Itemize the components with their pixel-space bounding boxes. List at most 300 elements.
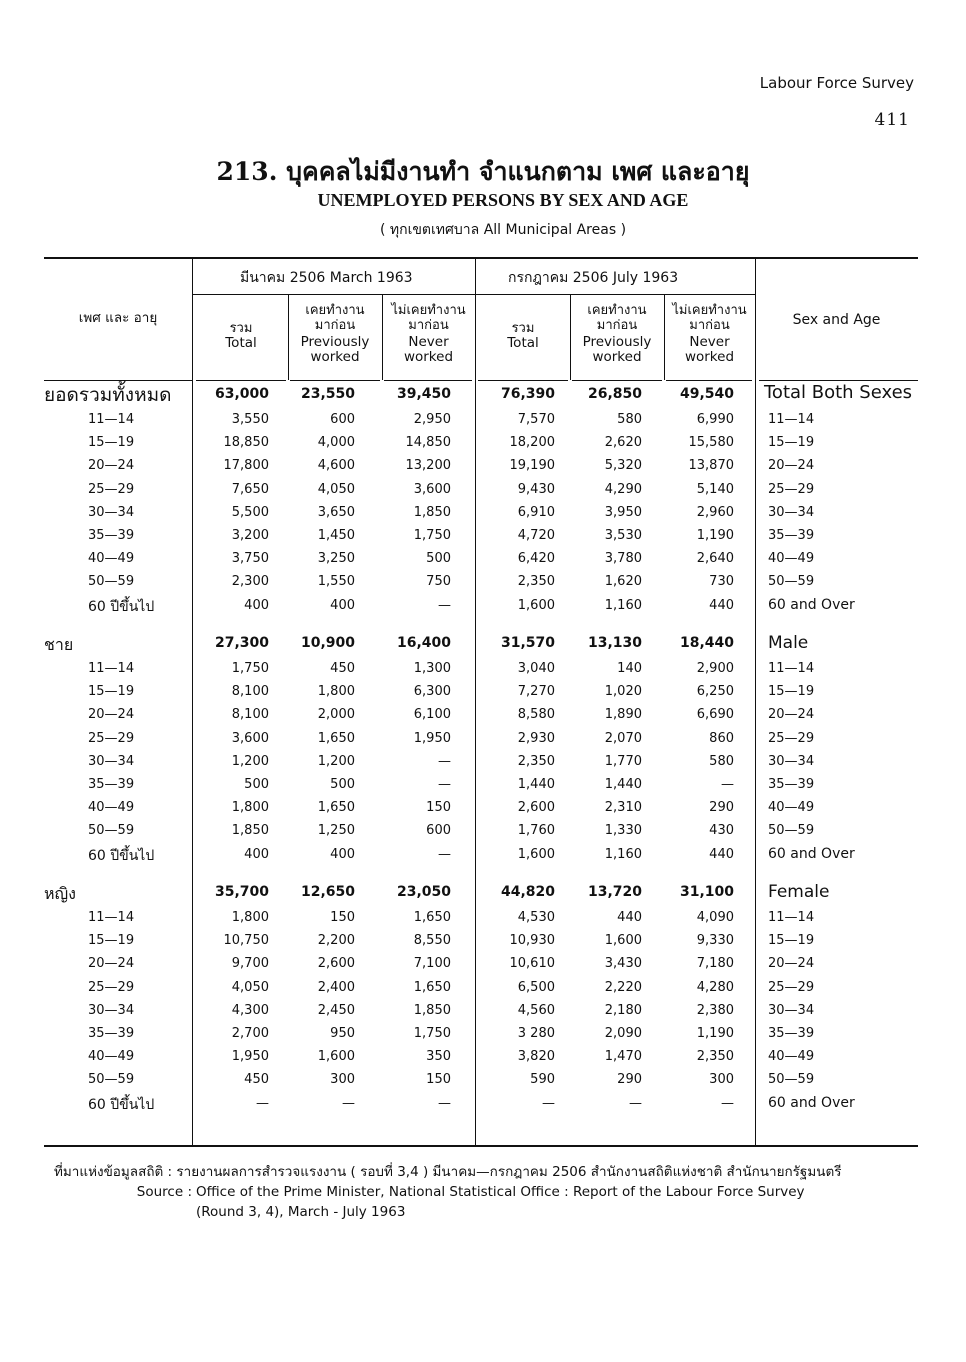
table-cell: 9,430 [517,481,555,497]
table-cell: 2,640 [696,551,734,567]
table-cell: 2,220 [604,979,642,995]
table-cell: 4,290 [604,481,642,497]
table-row [44,933,918,955]
table-cell: 15,580 [688,435,734,451]
table-cell: 4,050 [317,481,355,497]
table-cell: 400 [244,846,269,862]
table-cell: 2,900 [696,661,734,676]
table-cell: 3 280 [517,1026,555,1041]
table-cell: 6,500 [517,979,555,995]
table-cell: 580 [709,753,734,769]
table-cell: 1,850 [413,1002,451,1018]
row-label-english: 60 and Over [768,1094,855,1111]
table-cell: 1,950 [231,1049,269,1065]
table-cell: 750 [426,574,451,590]
table-cell: 1,600 [517,846,555,862]
section-total-cell: 13,720 [587,884,642,900]
table-cell: 450 [244,1072,269,1088]
col-head-prev-march [288,303,382,365]
table-cell: 6,100 [413,707,451,723]
table-cell: 2,300 [231,574,269,590]
row-label-thai: 50—59 [88,823,135,839]
table-cell: 10,930 [509,933,555,949]
table-row [44,847,918,869]
table-cell: 3,600 [231,730,269,746]
table-cell: 3,550 [231,412,269,427]
table-cell: 1,200 [231,753,269,769]
table-cell: 8,580 [517,707,555,723]
row-label-english: 11—14 [768,412,815,427]
section-total-cell: 31,570 [500,635,555,651]
table-cell: 580 [617,412,642,427]
col-head-en: Never worked [403,334,454,365]
table-cell: 19,190 [509,458,555,474]
section-total-cell: 31,100 [679,884,734,900]
row-label-english: 60 and Over [768,845,855,862]
section-total-cell: 39,450 [396,386,451,402]
table-cell: 1,800 [317,684,355,700]
table-cell: 440 [709,597,734,613]
source-english-line2: (Round 3, 4), March - July 1963 [196,1204,406,1220]
table-cell: 5,140 [696,481,734,497]
row-label-thai: 30—34 [88,753,135,769]
source-label: Source : [136,1184,192,1200]
table-cell: — [438,597,451,613]
table-cell: 1,600 [604,933,642,949]
table-cell: 2,700 [231,1026,269,1041]
table-cell: — [629,1095,642,1111]
table-cell: 17,800 [223,458,269,474]
table-cell: 10,750 [223,933,269,949]
table-cell: 1,600 [517,597,555,613]
table-row [44,754,918,776]
running-title: Labour Force Survey [759,74,914,92]
row-label-english: 50—59 [768,1072,815,1088]
table-cell: 2,090 [604,1026,642,1041]
table-cell: 2,620 [604,435,642,451]
row-label-english: 60 and Over [768,596,855,613]
table-cell: 730 [709,574,734,590]
table-cell: 500 [244,777,269,792]
table-cell: 4,530 [517,910,555,925]
header-rule [572,380,662,381]
col-head-thai: เคยทำงาน มาก่อน [305,303,365,333]
source-note [54,1162,934,1222]
row-label-thai: 30—34 [88,504,135,520]
table-cell: 5,320 [604,458,642,474]
table-cell: 4,300 [231,1002,269,1018]
row-label-thai: 60 ปีขึ้นไป [88,847,155,864]
table-cell: 6,910 [517,504,555,520]
table-cell: 2,380 [696,1002,734,1018]
section-total-cell: 13,130 [587,635,642,651]
table-row [44,505,918,527]
table-cell: 4,000 [317,435,355,451]
table-cell: 18,200 [509,435,555,451]
row-label-english: 20—24 [768,956,815,972]
table-cell: 13,200 [405,458,451,474]
col-head-total-july [476,321,570,351]
section-header-row [44,884,918,906]
table-cell: 6,300 [413,684,451,700]
row-label-thai: 25—29 [88,481,135,497]
table-cell: 400 [244,597,269,613]
table-cell: 440 [617,910,642,925]
table-row [44,551,918,573]
col-head-total-march [194,321,288,351]
table-cell: — [721,1095,734,1111]
table-cell: — [721,777,734,792]
table-cell: 4,090 [696,910,734,925]
section-label-english: Male [768,633,809,653]
col-head-thai: ไม่เคยทำงาน มาก่อน [672,303,747,333]
header-rule [290,380,380,381]
table-cell: 1,470 [604,1049,642,1065]
row-label-thai: 20—24 [88,458,135,474]
table-row [44,482,918,504]
section-total-cell: 27,300 [214,635,269,651]
table-cell: 400 [330,846,355,862]
table-cell: 9,330 [696,933,734,949]
row-label-english: 20—24 [768,458,815,474]
row-label-thai: 35—39 [88,1026,135,1041]
row-label-english: 35—39 [768,1026,815,1041]
table-row [44,823,918,845]
data-table [44,257,918,1147]
header-rule [478,380,568,381]
table-cell: 4,720 [517,528,555,543]
row-label-thai: 15—19 [88,435,135,451]
table-cell: 3,820 [517,1049,555,1065]
group-head-march: มีนาคม 2506 March 1963 [240,270,413,286]
row-label-english: 25—29 [768,979,815,995]
row-label-thai: 20—24 [88,956,135,972]
row-label-english: 40—49 [768,551,815,567]
col-head-en: Never worked [684,334,735,365]
section-total-cell: 10,900 [300,635,355,651]
row-label-thai: 40—49 [88,1049,135,1065]
table-cell: 300 [709,1072,734,1088]
source-english-line1: Office of the Prime Minister, National Statistical Office : Report of the Labour Force Survey [196,1184,805,1200]
table-cell: 600 [426,823,451,839]
table-cell: 1,200 [317,753,355,769]
table-cell: 3,750 [231,551,269,567]
col-head-en: Total [225,335,257,351]
table-row [44,684,918,706]
col-head-thai: ไม่เคยทำงาน มาก่อน [391,303,466,333]
table-cell: 1,890 [604,707,642,723]
row-label-thai: 60 ปีขึ้นไป [88,1096,155,1113]
row-label-english: 50—59 [768,823,815,839]
section-total-cell: 49,540 [679,386,734,402]
row-label-thai: 60 ปีขึ้นไป [88,598,155,615]
table-cell: 8,550 [413,933,451,949]
table-cell: 1,760 [517,823,555,839]
row-label-thai: 11—14 [88,910,135,925]
section-total-cell: 18,440 [679,635,734,651]
table-cell: 1,160 [604,597,642,613]
table-cell: — [342,1095,355,1111]
table-cell: 1,330 [604,823,642,839]
col-head-en: Total [507,335,539,351]
header-rule [192,294,755,295]
table-row [44,707,918,729]
table-cell: 4,560 [517,1002,555,1018]
row-label-thai: 15—19 [88,684,135,700]
header-rule [666,380,752,381]
row-label-english: 15—19 [768,684,815,700]
row-label-thai: 40—49 [88,800,135,816]
table-cell: 350 [426,1049,451,1065]
table-cell: 3,430 [604,956,642,972]
table-cell: 3,950 [604,504,642,520]
table-cell: 2,960 [696,504,734,520]
col-head-thai: รวม [511,321,535,336]
table-cell: 8,100 [231,707,269,723]
table-cell: 300 [330,1072,355,1088]
row-label-thai: 11—14 [88,661,135,676]
row-label-thai: 35—39 [88,528,135,543]
table-cell: 1,650 [317,800,355,816]
table-cell: 140 [617,661,642,676]
stub-head-english: Sex and Age [792,312,881,328]
table-row [44,956,918,978]
table-cell: 1,650 [413,910,451,925]
table-cell: — [438,1095,451,1111]
table-cell: 1,770 [604,753,642,769]
table-cell: 2,600 [517,800,555,816]
table-cell: 1,550 [317,574,355,590]
table-row [44,777,918,799]
table-cell: 4,600 [317,458,355,474]
table-row [44,731,918,753]
row-label-english: 20—24 [768,707,815,723]
table-cell: 450 [330,661,355,676]
table-cell: 1,950 [413,730,451,746]
table-cell: 2,930 [517,730,555,746]
table-row [44,1026,918,1048]
table-cell: 1,750 [413,528,451,543]
table-cell: 1,020 [604,684,642,700]
table-cell: 2,350 [517,753,555,769]
table-cell: 3,780 [604,551,642,567]
table-cell: 1,650 [413,979,451,995]
row-label-english: 30—34 [768,504,815,520]
table-cell: 150 [426,800,451,816]
table-cell: 1,250 [317,823,355,839]
table-cell: 13,870 [688,458,734,474]
table-cell: 2,000 [317,707,355,723]
col-head-thai: เคยทำงาน มาก่อน [587,303,647,333]
col-head-en: Previously worked [582,334,652,365]
table-row [44,800,918,822]
section-label-thai: ชาย [44,635,74,654]
table-cell: 2,350 [696,1049,734,1065]
table-cell: 1,650 [317,730,355,746]
row-label-english: 35—39 [768,528,815,543]
table-cell: 3,040 [517,661,555,676]
table-cell: 1,300 [413,661,451,676]
row-label-thai: 11—14 [88,412,135,427]
table-cell: 6,250 [696,684,734,700]
table-cell: 7,180 [696,956,734,972]
row-label-english: 11—14 [768,661,815,676]
table-cell: — [438,777,451,792]
section-total-cell: 44,820 [500,884,555,900]
table-row [44,598,918,620]
table-cell: 290 [617,1072,642,1088]
row-label-thai: 50—59 [88,574,135,590]
row-label-english: 30—34 [768,1002,815,1018]
section-label-thai: หญิง [44,884,76,903]
table-cell: 4,050 [231,979,269,995]
table-cell: 2,070 [604,730,642,746]
source-thai: ที่มาแห่งข้อมูลสถิติ : รายงานผลการสำรวจแรงงาน ( รอบที่ 3,4 ) มีนาคม—กรกฎาคม 2506 สำนักงานสถิติแห่งชาติ สำนักนายกรัฐมนตรี [54,1164,842,1180]
table-cell: 1,440 [517,777,555,792]
table-cell: 290 [709,800,734,816]
table-row [44,1003,918,1025]
row-label-thai: 20—24 [88,707,135,723]
page-number: 411 [874,110,910,130]
table-cell: 6,990 [696,412,734,427]
table-cell: 150 [330,910,355,925]
table-row [44,661,918,683]
table-cell: 7,270 [517,684,555,700]
table-cell: 6,420 [517,551,555,567]
group-head-july: กรกฎาคม 2506 July 1963 [508,270,679,286]
table-cell: 430 [709,823,734,839]
section-header-row [44,382,918,408]
table-cell: 1,190 [696,1026,734,1041]
section-total-cell: 35,700 [214,884,269,900]
table-cell: 1,750 [413,1026,451,1041]
stub-head-thai: เพศ และ อายุ [78,310,158,326]
table-row [44,528,918,550]
table-cell: 1,750 [231,661,269,676]
row-label-thai: 30—34 [88,1002,135,1018]
section-total-cell: 63,000 [214,386,269,402]
header-rule [196,380,286,381]
table-cell: 1,850 [231,823,269,839]
table-cell: 2,950 [413,412,451,427]
row-label-thai: 50—59 [88,1072,135,1088]
row-label-english: 11—14 [768,910,815,925]
table-cell: 2,200 [317,933,355,949]
table-cell: — [438,846,451,862]
row-label-english: 15—19 [768,933,815,949]
row-label-thai: 35—39 [88,777,135,792]
table-row [44,1049,918,1071]
table-title-english: UNEMPLOYED PERSONS BY SEX AND AGE [317,190,689,210]
table-row [44,574,918,596]
table-row [44,980,918,1002]
table-row [44,1072,918,1094]
col-head-thai: รวม [229,321,253,336]
table-cell: 500 [426,551,451,567]
row-label-thai: 25—29 [88,730,135,746]
table-row [44,412,918,434]
table-title-thai: 213. บุคคลไม่มีงานทำ จำแนกตาม เพศ และอายุ [216,157,750,186]
col-head-en: Previously worked [300,334,370,365]
row-label-english: 50—59 [768,574,815,590]
section-total-cell: 76,390 [500,386,555,402]
row-label-english: 30—34 [768,753,815,769]
table-cell: — [438,753,451,769]
section-label-thai: ยอดรวมทั้งหมด [44,384,172,406]
table-cell: 7,570 [517,412,555,427]
table-cell: 950 [330,1026,355,1041]
table-cell: 5,500 [231,504,269,520]
table-cell: 3,250 [317,551,355,567]
table-cell: 500 [330,777,355,792]
table-row [44,910,918,932]
section-total-cell: 23,050 [396,884,451,900]
col-head-never-july [664,303,755,365]
table-cell: 400 [330,597,355,613]
table-row [44,435,918,457]
table-cell: 1,600 [317,1049,355,1065]
table-cell: 1,800 [231,910,269,925]
table-cell: 1,800 [231,800,269,816]
table-cell: 6,690 [696,707,734,723]
table-row [44,1096,918,1118]
table-cell: 3,530 [604,528,642,543]
row-label-thai: 25—29 [88,979,135,995]
table-subtitle: ( ทุกเขตเทศบาล All Municipal Areas ) [379,222,627,238]
table-cell: — [256,1095,269,1111]
table-cell: 14,850 [405,435,451,451]
table-cell: 2,350 [517,574,555,590]
table-cell: 8,100 [231,684,269,700]
table-cell: 9,700 [231,956,269,972]
table-cell: 2,600 [317,956,355,972]
table-cell: 1,620 [604,574,642,590]
table-cell: 7,100 [413,956,451,972]
header-rule [384,380,472,381]
table-cell: 2,310 [604,800,642,816]
row-label-english: 25—29 [768,730,815,746]
table-cell: 1,450 [317,528,355,543]
table-cell: 150 [426,1072,451,1088]
table-cell: 440 [709,846,734,862]
section-total-cell: 16,400 [396,635,451,651]
table-cell: 860 [709,730,734,746]
table-cell: 3,600 [413,481,451,497]
section-total-cell: 23,550 [300,386,355,402]
table-cell: 2,400 [317,979,355,995]
section-total-cell: 26,850 [587,386,642,402]
table-cell: — [542,1095,555,1111]
col-head-never-march [382,303,475,365]
table-cell: 10,610 [509,956,555,972]
table-cell: 3,200 [231,528,269,543]
table-cell: 1,440 [604,777,642,792]
row-label-english: 35—39 [768,777,815,792]
row-label-english: 15—19 [768,435,815,451]
row-label-thai: 15—19 [88,933,135,949]
section-label-english: Total Both Sexes [764,382,913,403]
table-cell: 18,850 [223,435,269,451]
section-header-row [44,635,918,657]
table-cell: 4,280 [696,979,734,995]
table-cell: 1,850 [413,504,451,520]
header-rule [759,380,918,381]
table-cell: 1,190 [696,528,734,543]
table-cell: 2,450 [317,1002,355,1018]
table-cell: 590 [530,1072,555,1088]
section-total-cell: 12,650 [300,884,355,900]
table-cell: 600 [330,412,355,427]
